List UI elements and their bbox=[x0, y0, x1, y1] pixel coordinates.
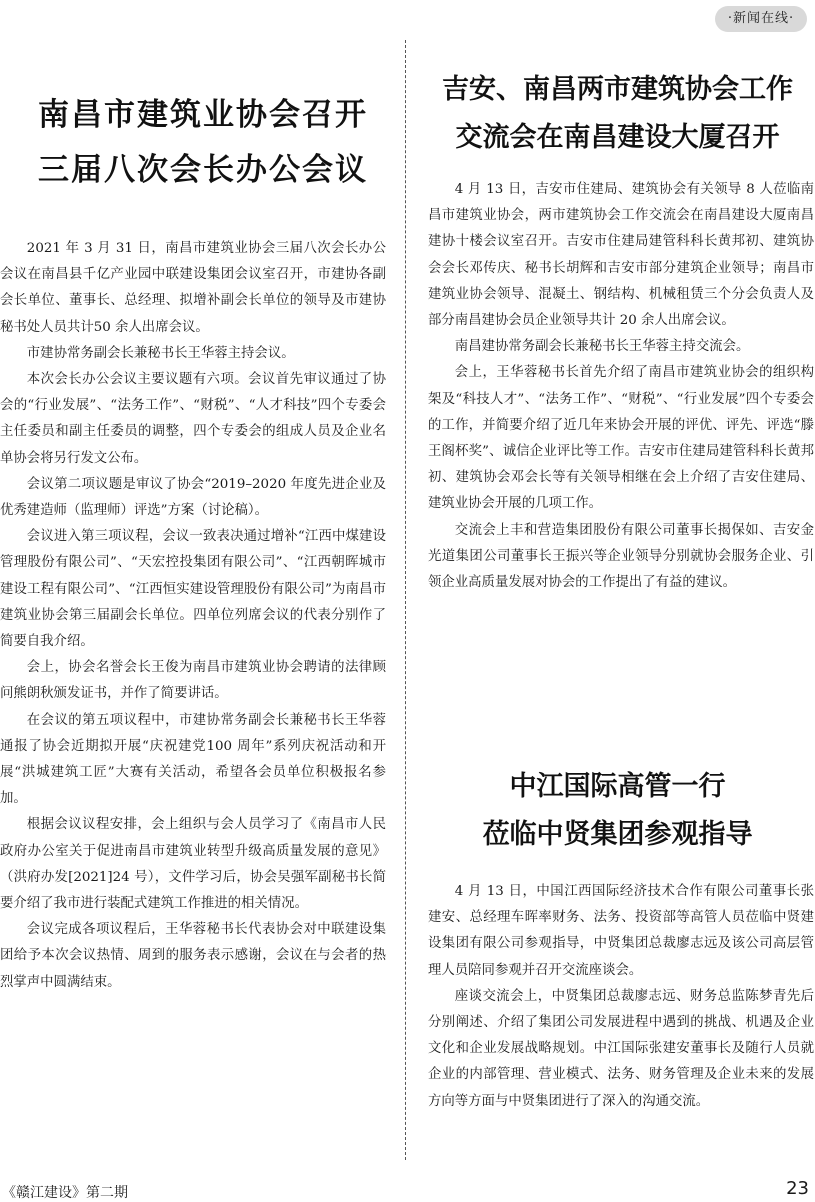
paragraph: 会议第二项议题是审议了协会“2019–2020 年度先进企业及优秀建造师（监理师）评选”方案（讨论稿）。 bbox=[0, 476, 386, 519]
article-title bbox=[420, 66, 815, 162]
article-body bbox=[0, 236, 386, 996]
paragraph: 会议进入第三项议程，会议一致表决通过增补“江西中煤建设管理股份有限公司”、“天宏控投集团有限公司”、“江西朝晖城市建设工程有限公司”、“江西恒实建设管理股份有限公司”为南昌市建筑业协会第三届副会长单位。四单位列席会议的代表分别作了简要自我介绍。 bbox=[0, 529, 386, 650]
paragraph: 会上，协会名誉会长王俊为南昌市建筑业协会聘请的法律顾问熊朗秋颁发证书，并作了简要讲话。 bbox=[0, 660, 386, 702]
page-number: 23 bbox=[786, 1178, 809, 1199]
paragraph: 4 月 13 日，中国江西国际经济技术合作有限公司董事长张建安、总经理车晖率财务、法务、投资部等高管人员莅临中贤建设集团有限公司参观指导，中贤集团总裁廖志远及该公司高层管理人员陪同参观并召开交流座谈会。 bbox=[428, 884, 814, 978]
paragraph: 座谈交流会上，中贤集团总裁廖志远、财务总监陈梦青先后分别阐述、介绍了集团公司发展进程中遇到的挑战、机遇及企业文化和企业发展战略规划。中江国际张建安董事长及随行人员就企业的内部管理、营业模式、法务、财务管理及企业未来的发展方向等方面与中贤集团进行了深入的沟通交流。 bbox=[428, 988, 814, 1109]
article-title bbox=[420, 763, 815, 859]
paragraph: 南昌建协常务副会长兼秘书长王华蓉主持交流会。 bbox=[454, 339, 750, 355]
paragraph: 会上，王华蓉秘书长首先介绍了南昌市建筑业协会的组织构架及“科技人才”、“法务工作”、“财税”、“行业发展”四个专委会的工作，并简要介绍了近几年来协会开展的评优、评先、评选“滕王阁杯奖”、诚信企业评比等工作。吉安市住建局建管科科长黄邦初、建筑协会邓会长等有关领导相继在会上介绍了吉安住建局、建筑业协会开展的几项工作。 bbox=[428, 365, 814, 512]
title-line: 南昌市建筑业协会召开 bbox=[38, 97, 368, 133]
column-divider bbox=[405, 40, 406, 1160]
paragraph: 2021 年 3 月 31 日，南昌市建筑业协会三届八次会长办公会议在南昌县千亿产业园中联建设集团会议室召开，市建协各副会长单位、董事长、总经理、拟增补副会长单位的领导及市建协秘书处人员共计50 余人出席会议。 bbox=[0, 241, 386, 335]
article-body bbox=[428, 879, 814, 1115]
paragraph: 市建协常务副会长兼秘书长王华蓉主持会议。 bbox=[26, 345, 295, 361]
paragraph: 会议完成各项议程后，王华蓉秘书长代表协会对中联建设集团给予本次会议热情、周到的服务表示感谢，会议在与会者的热烈掌声中圆满结束。 bbox=[0, 922, 386, 990]
paragraph: 根据会议议程安排，会上组织与会人员学习了《南昌市人民政府办公室关于促进南昌市建筑业转型升级高质量发展的意见》（洪府办发[2021]24 号），文件学习后，协会吴强军副秘书长简要介绍了我市进行装配式建筑工作推进的相关情况。 bbox=[0, 817, 386, 912]
journal-name: 《赣江建设》第二期 bbox=[2, 1185, 128, 1201]
title-line: 莅临中贤集团参观指导 bbox=[482, 819, 753, 850]
paragraph: 在会议的第五项议程中，市建协常务副会长兼秘书长王华蓉通报了协会近期拟开展“庆祝建党100 周年”系列庆祝活动和开展“洪城建筑工匠”大赛有关活动，希望各会员单位积极报名参加。 bbox=[0, 712, 386, 807]
paragraph: 本次会长办公会议主要议题有六项。会议首先审议通过了协会的“行业发展”、“法务工作”、“财税”、“人才科技”四个专委会主任委员和副主任委员的调整，四个专委会的组成人员及企业名单协会将另行发文公布。 bbox=[0, 372, 386, 466]
article-title bbox=[18, 88, 388, 198]
article-body bbox=[428, 177, 814, 596]
section-tag: ·新闻在线· bbox=[715, 6, 807, 32]
paragraph: 交流会上丰和营造集团股份有限公司董事长揭保如、吉安金光道集团公司董事长王振兴等企业领导分别就协会服务企业、引领企业高质量发展对协会的工作提出了有益的建议。 bbox=[428, 522, 814, 591]
paragraph: 4 月 13 日，吉安市住建局、建筑协会有关领导 8 人莅临南昌市建筑业协会，两市建筑协会工作交流会在南昌建设大厦南昌建协十楼会议室召开。吉安市住建局建管科科长黄邦初、建筑协会会长邓传庆、秘书长胡辉和吉安市部分建筑企业领导；南昌市建筑业协会领导、混凝土、钢结构、机械租赁三个分会负责人及部分南昌建协会员企业领导共计 20 余人出席会议。 bbox=[428, 182, 814, 329]
title-line: 中江国际高管一行 bbox=[509, 771, 726, 802]
title-line: 三届八次会长办公会议 bbox=[38, 152, 368, 188]
title-line: 吉安、南昌两市建筑协会工作 bbox=[442, 74, 793, 105]
title-line: 交流会在南昌建设大厦召开 bbox=[455, 122, 780, 153]
page-header bbox=[0, 0, 815, 38]
